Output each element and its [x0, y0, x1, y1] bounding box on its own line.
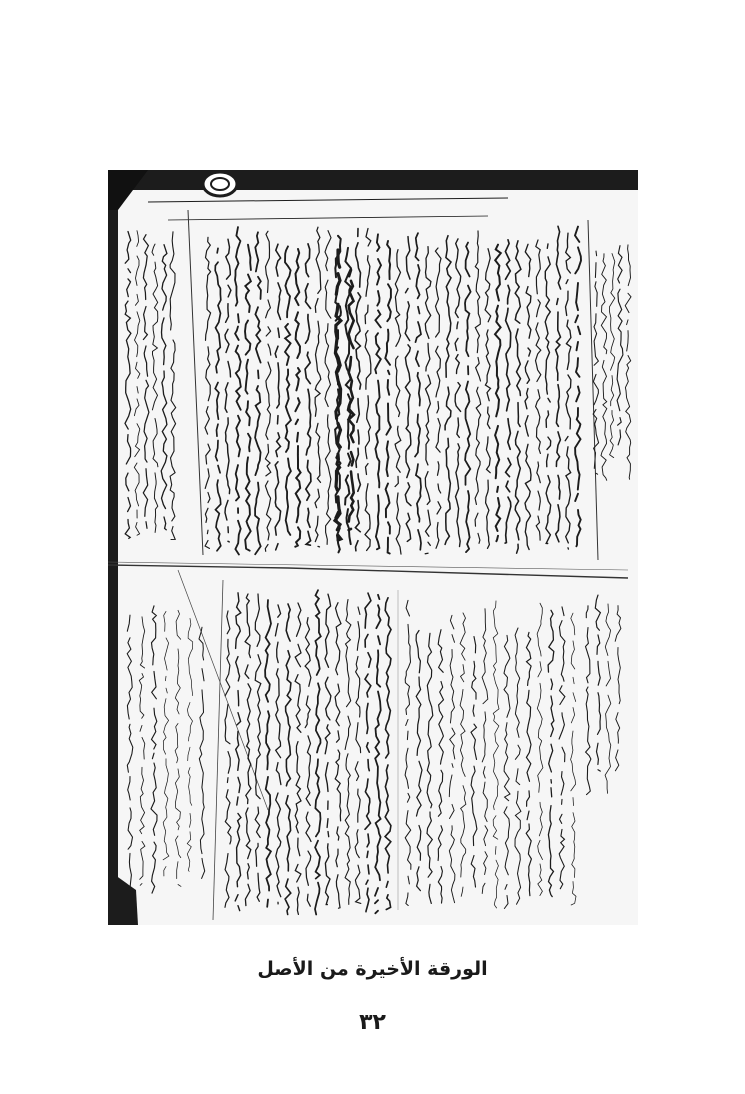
left-scan-border: [108, 170, 118, 925]
manuscript-facsimile-image: [108, 170, 638, 925]
page-number: ٣٢: [359, 1010, 386, 1035]
top-scan-border: [108, 170, 638, 190]
library-seal-stamp: [203, 172, 237, 196]
manuscript-page-photo: [108, 170, 638, 925]
figure-caption: الورقة الأخيرة من الأصل: [257, 958, 488, 980]
